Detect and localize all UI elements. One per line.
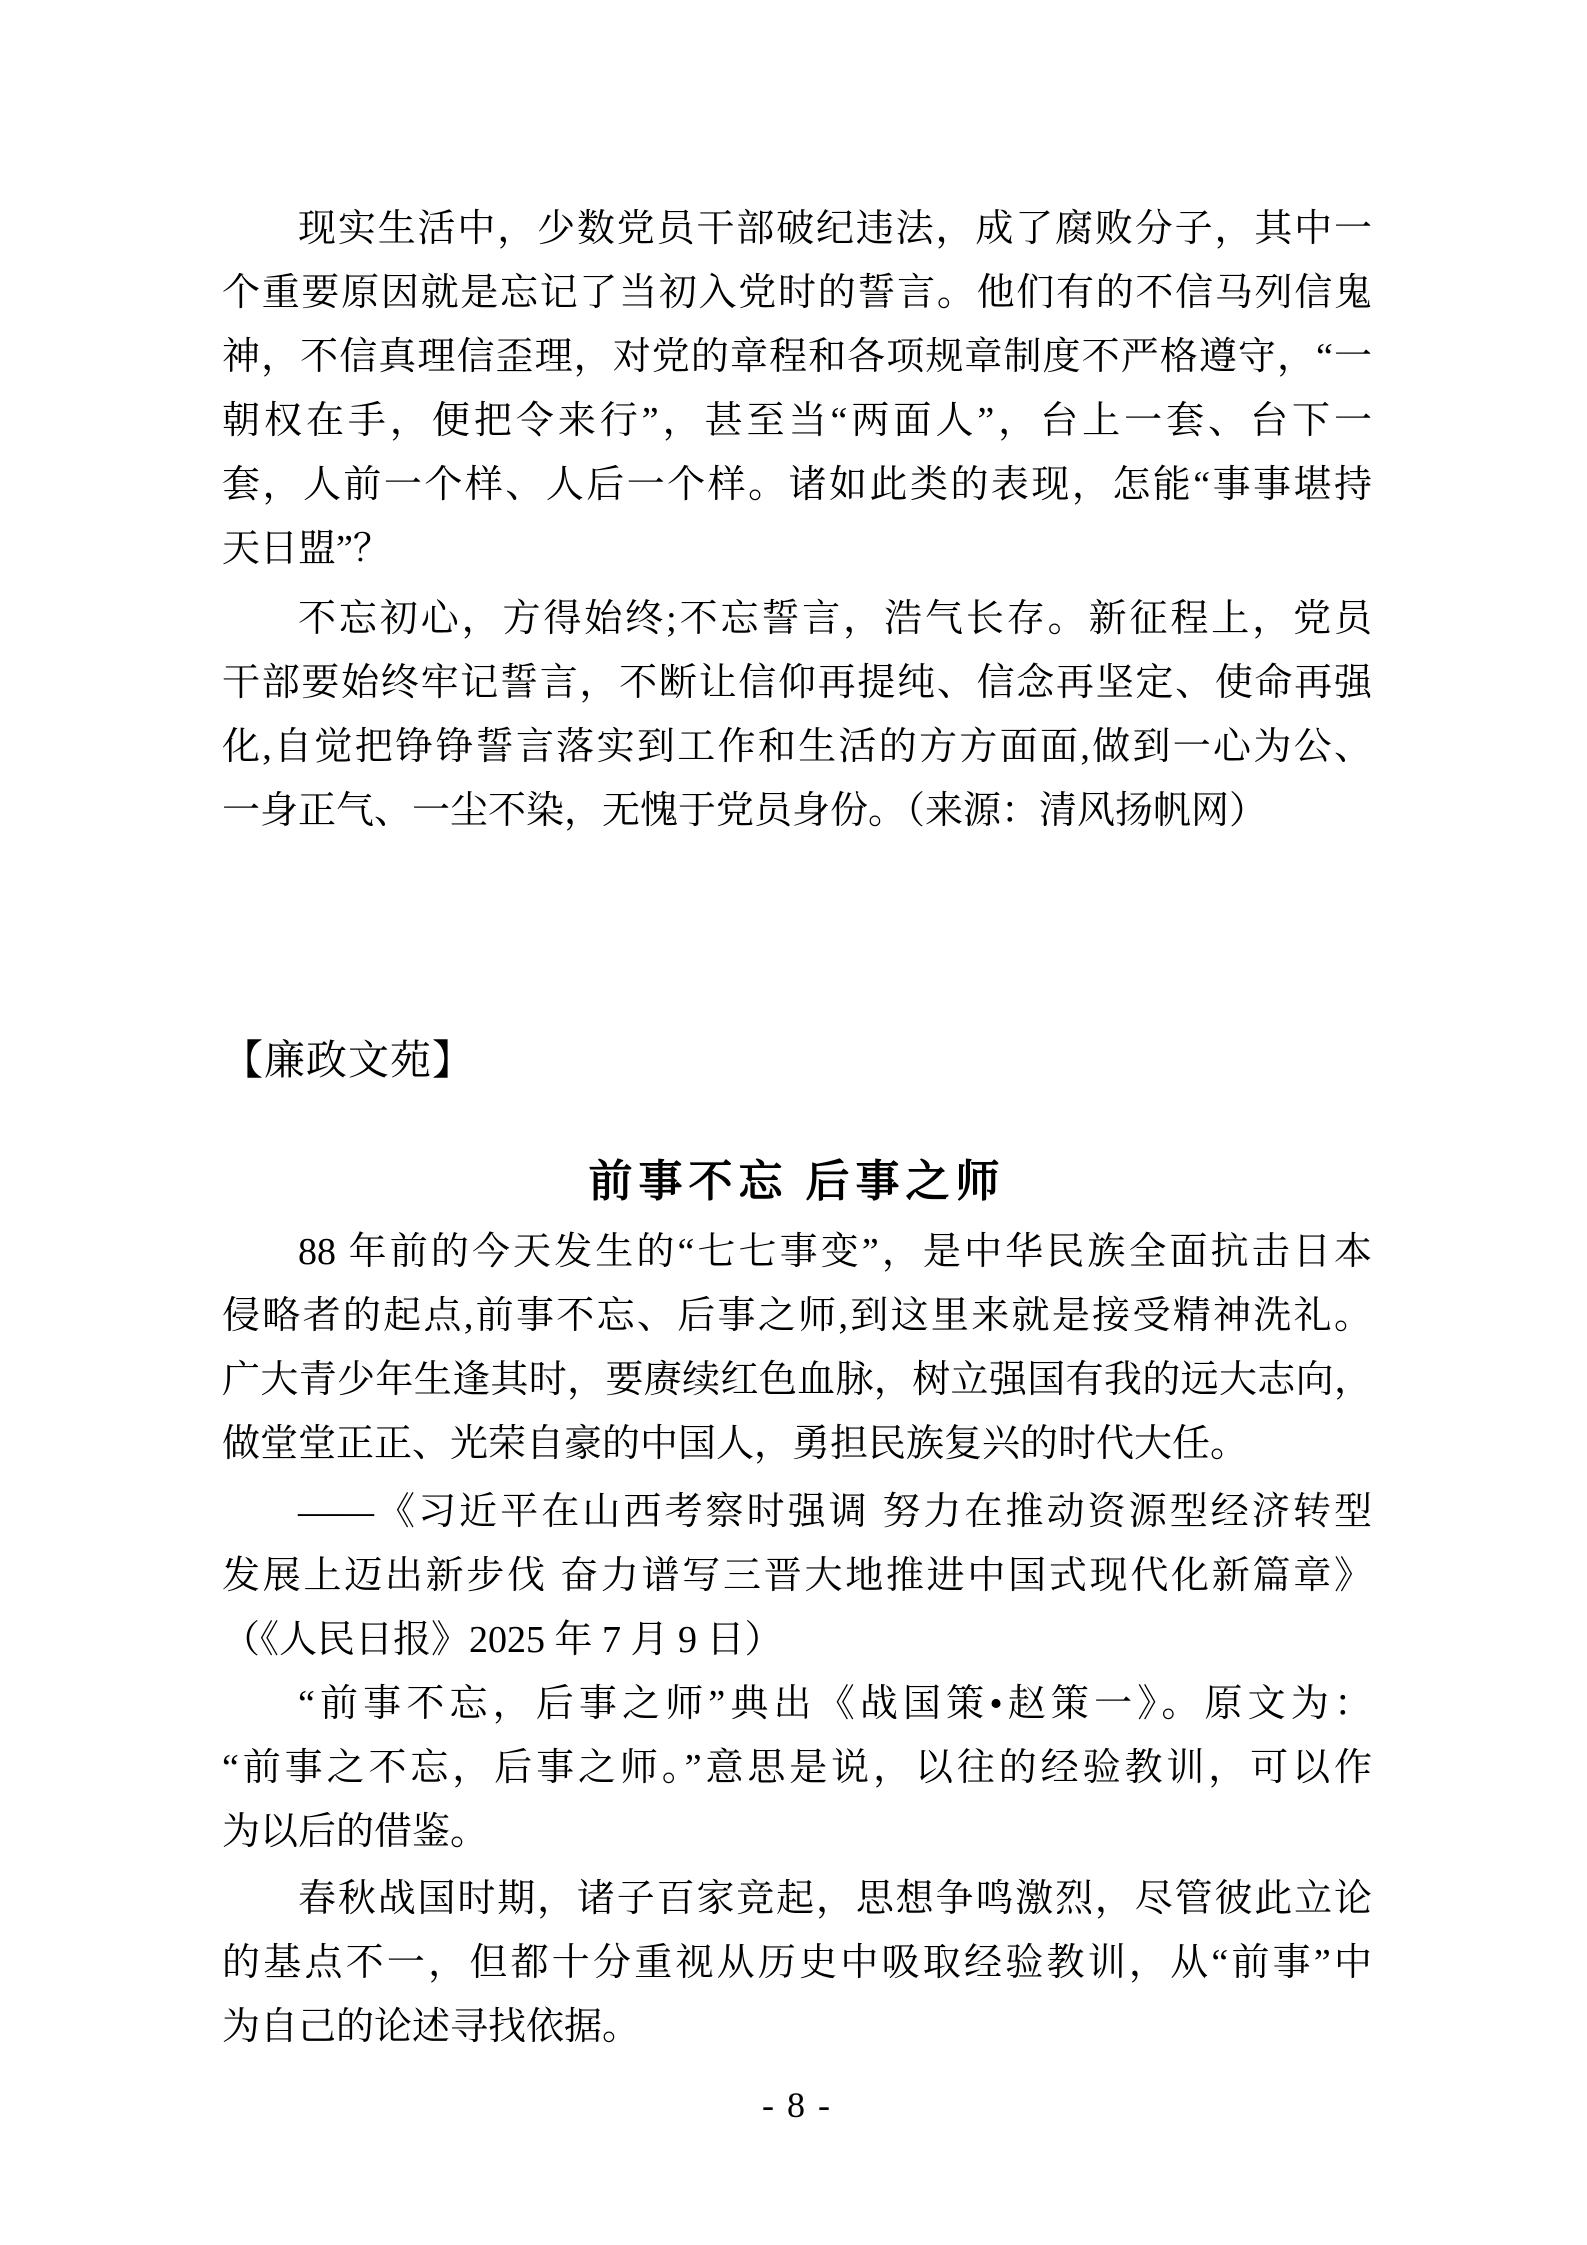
paragraph-line: 发展上迈出新步伐 奋力谱写三晋大地推进中国式现代化新篇章》: [222, 1555, 1372, 1597]
page-number: - 8 -: [762, 2085, 832, 2125]
body-paragraph-2: [222, 587, 1372, 843]
paragraph-line: 干部要始终牢记誓言，不断让信仰再提纯、信念再坚定、使命再强: [222, 662, 1372, 704]
paragraph-line: 为自己的论述寻找依据。: [222, 2006, 641, 2048]
article-title: 前事不忘 后事之师: [588, 1157, 1006, 1206]
paragraph-line: 天日盟”？: [222, 528, 391, 570]
paragraph-line: 广大青少年生逢其时，要赓续红色血脉，树立强国有我的远大志向，: [222, 1359, 1372, 1401]
paragraph-line: 不忘初心，方得始终;不忘誓言，浩气长存。新征程上，党员: [298, 598, 1372, 640]
body-paragraph-1: [222, 197, 1372, 581]
paragraph-line: 的基点不一，但都十分重视从历史中吸取经验教训，从“前事”中: [222, 1942, 1372, 1984]
paragraph-line: 春秋战国时期，诸子百家竞起，思想争鸣激烈，尽管彼此立论: [298, 1878, 1372, 1920]
paragraph-line: 神，不信真理信歪理，对党的章程和各项规章制度不严格遵守，“一: [222, 336, 1372, 378]
text-column: [222, 197, 1372, 2137]
paragraph-line: 个重要原因就是忘记了当初入党时的誓言。他们有的不信马列信鬼: [222, 272, 1372, 314]
quote-attribution-paragraph: [222, 1480, 1372, 1672]
paragraph-line: 现实生活中，少数党员干部破纪违法，成了腐败分子，其中一: [298, 208, 1372, 250]
section-header-lianzheng-wenyuan: 【廉政文苑】: [222, 1037, 474, 1083]
paragraph-line: （《人民日报》2025 年 7 月 9 日）: [222, 1619, 783, 1661]
paragraph-line: “前事之不忘，后事之师。”意思是说，以往的经验教训，可以作: [222, 1747, 1372, 1789]
paragraph-line: 一身正气、一尘不染，无愧于党员身份。（来源：清风扬帆网）: [222, 790, 1268, 832]
article-paragraph-2: [222, 1672, 1372, 1864]
paragraph-line: 88 年前的今天发生的“七七事变”，是中华民族全面抗击日本: [298, 1231, 1372, 1273]
paragraph-line: ——《习近平在山西考察时强调 努力在推动资源型经济转型: [298, 1491, 1372, 1533]
paragraph-line: 为以后的借鉴。: [222, 1811, 489, 1853]
paragraph-line: 做堂堂正正、光荣自豪的中国人，勇担民族复兴的时代大任。: [222, 1423, 1249, 1465]
paragraph-line: 朝权在手，便把令来行”，甚至当“两面人”，台上一套、台下一: [222, 400, 1372, 442]
paragraph-line: “前事不忘，后事之师”典出《战国策•赵策一》。原文为：: [298, 1683, 1372, 1725]
paragraph-line: 套，人前一个样、人后一个样。诸如此类的表现，怎能“事事堪持: [222, 464, 1372, 506]
paragraph-line: 化,自觉把铮铮誓言落实到工作和生活的方方面面,做到一心为公、: [222, 726, 1372, 768]
paragraph-line: 侵略者的起点,前事不忘、后事之师,到这里来就是接受精神洗礼。: [222, 1295, 1372, 1337]
article-paragraph-1: [222, 1220, 1372, 1476]
article-paragraph-3: [222, 1867, 1372, 2059]
